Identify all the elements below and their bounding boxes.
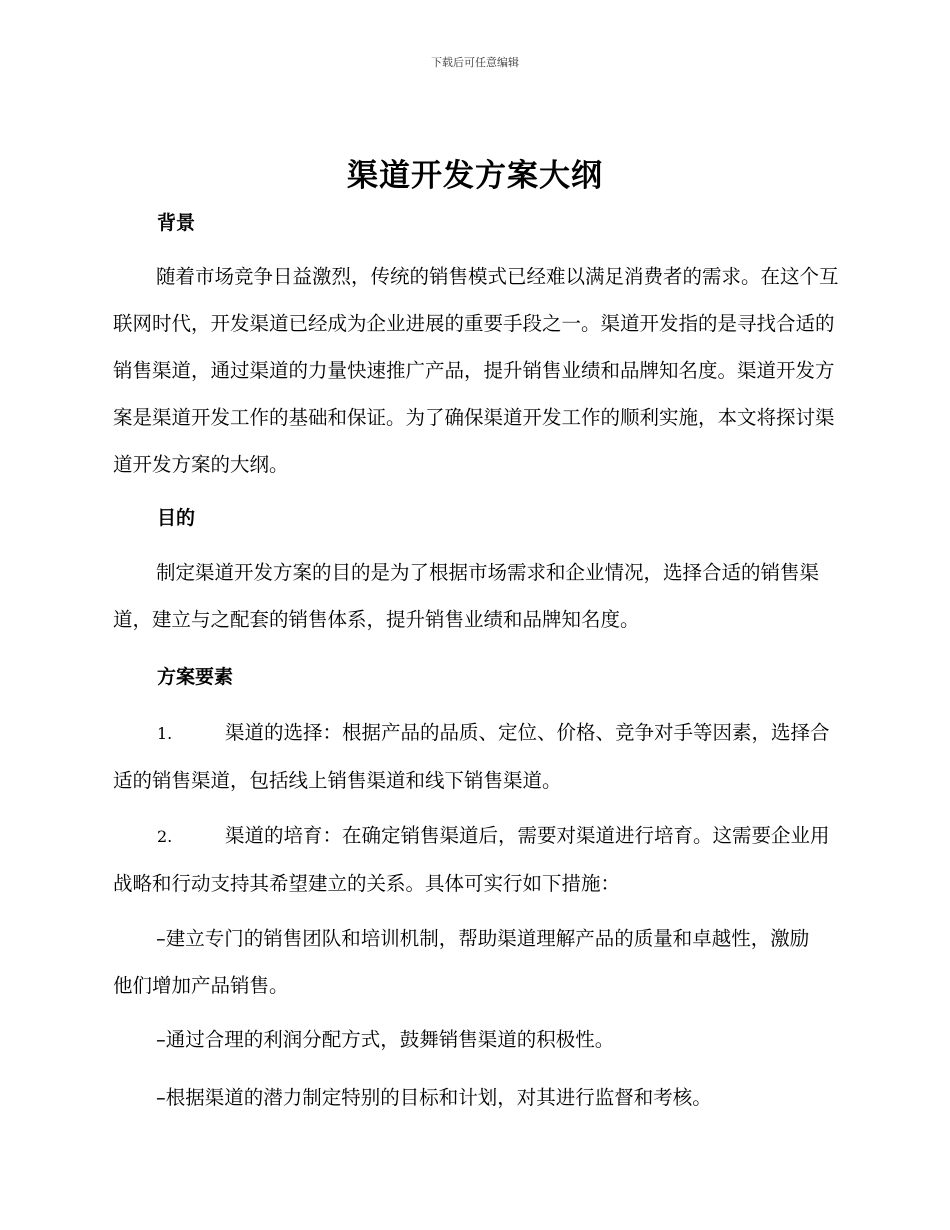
background-paragraph: 随着市场竞争日益激烈，传统的销售模式已经难以满足消费者的需求。在这个互联网时代，开发渠道已经成为企业进展的重要手段之一。渠道开发指的是寻找合适的销售渠道，通过渠道的力量快速推广产品，提升销售业绩和品牌知名度。渠道开发方案是渠道开发工作的基础和保证。为了确保渠道开发工作的顺利实施，本文将探讨渠道开发方案的大纲。 [113, 265, 839, 476]
page-header-note: 下载后可任意编辑 [431, 56, 519, 69]
section-heading-purpose: 目的 [157, 507, 196, 529]
bullet-item: –根据渠道的潜力制定特别的目标和计划，对其进行监督和考核。 [156, 1086, 712, 1109]
document-title: 渠道开发方案大纲 [347, 158, 603, 194]
bullet-item: –建立专门的销售团队和培训机制，帮助渠道理解产品的质量和卓越性，激励他们增加产品销售。 [113, 927, 810, 997]
section-heading-background: 背景 [157, 212, 196, 234]
list-item-number: 1. [157, 724, 173, 743]
section-heading-elements: 方案要素 [157, 666, 234, 688]
list-item-text: 渠道的培育：在确定销售渠道后，需要对渠道进行培育。这需要企业用战略和行动支持其希望建立的关系。具体可实行如下措施： [113, 824, 830, 895]
list-item [113, 812, 843, 907]
list-item-text: 渠道的选择：根据产品的品质、定位、价格、竞争对手等因素，选择合适的销售渠道，包括线上销售渠道和线下销售渠道。 [113, 721, 830, 792]
bullet-item: –通过合理的利润分配方式，鼓舞销售渠道的积极性。 [156, 1028, 615, 1051]
list-item-number: 2. [157, 827, 173, 846]
list-item [113, 709, 843, 804]
purpose-paragraph: 制定渠道开发方案的目的是为了根据市场需求和企业情况，选择合适的销售渠道，建立与之配套的销售体系，提升销售业绩和品牌知名度。 [113, 561, 820, 631]
